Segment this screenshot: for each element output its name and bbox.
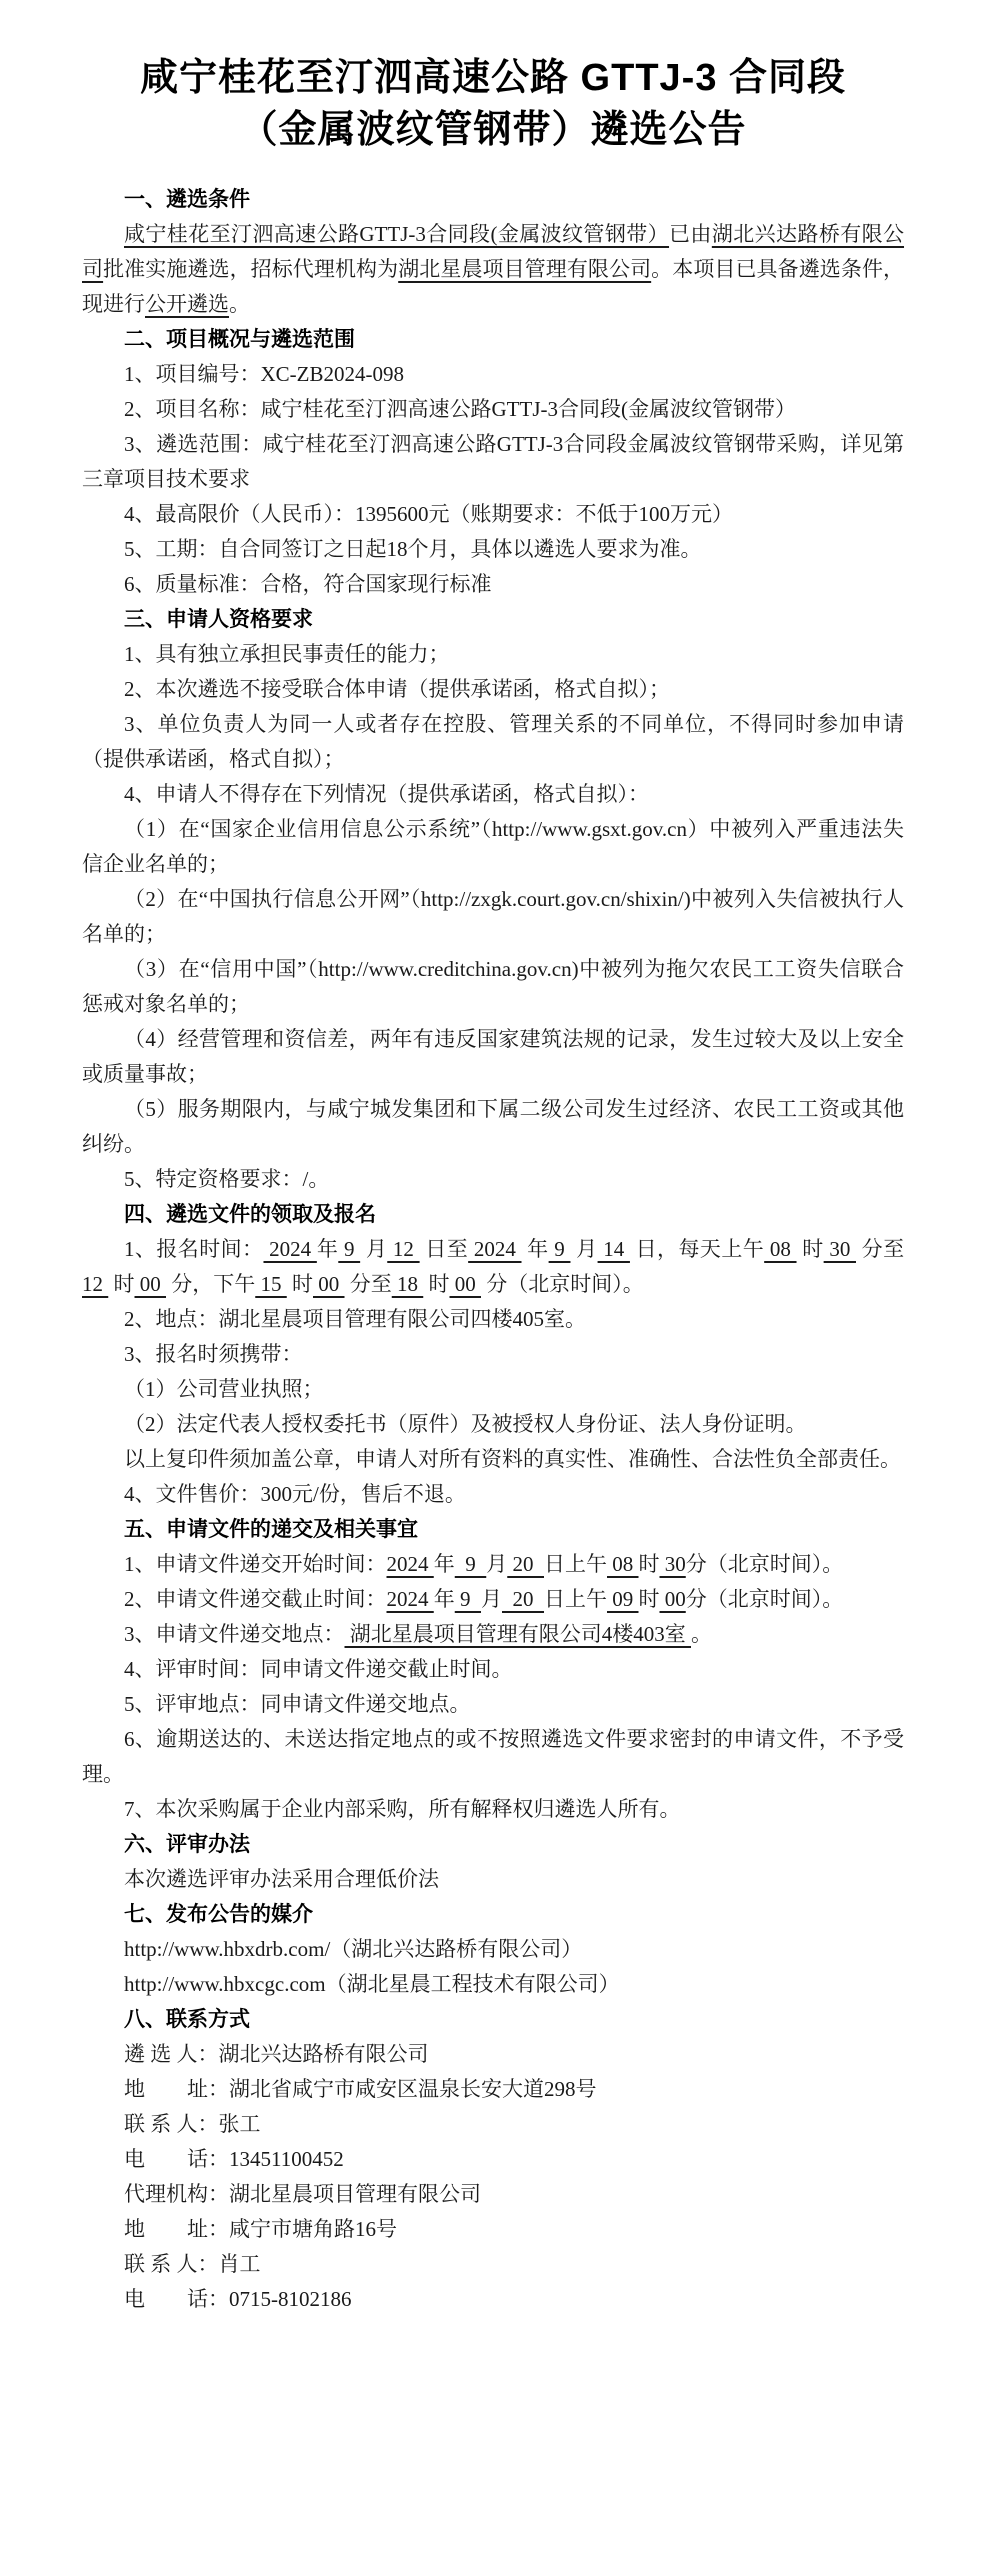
paragraph <box>82 1022 904 1092</box>
text-run: 电 话：13451100452 <box>124 2147 344 2171</box>
underlined-text: 湖北星晨项目管理有限公司 <box>398 257 652 281</box>
paragraph <box>82 707 904 777</box>
paragraph <box>82 1792 904 1827</box>
text-run: 2、申请文件递交截止时间： <box>124 1587 387 1611</box>
text-run: 联 系 人：肖工 <box>124 2252 261 2276</box>
text-run: 日至 <box>419 1237 469 1261</box>
text-run: 以上复印件须加盖公章，申请人对所有资料的真实性、准确性、合法性负全部责任。 <box>124 1447 901 1471</box>
text-run: 四、遴选文件的领取及报名 <box>124 1203 376 1226</box>
paragraph <box>82 2282 904 2317</box>
section-heading <box>82 1197 904 1232</box>
text-run: 。 <box>691 1622 712 1646</box>
text-run: 已由 <box>669 222 712 246</box>
text-run: 八、联系方式 <box>124 2008 250 2031</box>
text-run: 遴 选 人：湖北兴达路桥有限公司 <box>124 2042 429 2066</box>
paragraph <box>82 2177 904 2212</box>
paragraph <box>82 1232 904 1302</box>
text-run: http://www.hbxdrb.com/（湖北兴达路桥有限公司） <box>124 1937 583 1961</box>
text-run: 地 址：咸宁市塘角路16号 <box>124 2217 397 2241</box>
text-run: 二、项目概况与遴选范围 <box>124 328 355 351</box>
underlined-text: 00 <box>449 1272 481 1296</box>
paragraph <box>82 217 904 322</box>
text-run: http://www.hbxcgc.com（湖北星晨工程技术有限公司） <box>124 1972 620 1996</box>
underlined-text: 20 <box>507 1552 544 1576</box>
paragraph <box>82 1442 904 1477</box>
paragraph <box>82 532 904 567</box>
text-run: 1、具有独立承担民事责任的能力； <box>124 642 450 666</box>
text-run: 4、文件售价：300元/份，售后不退。 <box>124 1482 466 1506</box>
text-run: 三、申请人资格要求 <box>124 608 313 631</box>
text-run: 批准实施遴选，招标代理机构为 <box>103 257 399 281</box>
text-run: 。本项目已具备遴选条件，现进行 <box>82 257 905 316</box>
paragraph <box>82 1547 904 1582</box>
paragraph <box>82 2072 904 2107</box>
text-run: 七、发布公告的媒介 <box>124 1903 313 1926</box>
text-run: 一、遴选条件 <box>124 188 250 211</box>
text-run: 月 <box>481 1587 502 1611</box>
text-run: 分（北京时间）。 <box>685 1587 844 1611</box>
text-run: 日，每天上午 <box>629 1237 765 1261</box>
underlined-text: 9 <box>338 1237 361 1261</box>
text-run: 7、本次采购属于企业内部采购，所有解释权归遴选人所有。 <box>124 1797 681 1821</box>
paragraph <box>82 392 904 427</box>
underlined-text: 2024 <box>263 1237 317 1261</box>
paragraph <box>82 1407 904 1442</box>
paragraph <box>82 2107 904 2142</box>
text-run: 分（北京时间）。 <box>481 1272 644 1296</box>
section-heading <box>82 182 904 217</box>
underlined-text: 18 <box>391 1272 424 1296</box>
text-run: 年 <box>433 1552 455 1576</box>
paragraph <box>82 2212 904 2247</box>
paragraph <box>82 427 904 497</box>
text-run: 1、项目编号：XC-ZB2024-098 <box>124 362 404 386</box>
underlined-text: 2024 <box>386 1587 434 1611</box>
paragraph <box>82 1162 904 1197</box>
page-title <box>82 52 904 156</box>
underlined-text: 15 <box>255 1272 287 1296</box>
text-run: 月 <box>360 1237 388 1261</box>
text-run: 。 <box>229 292 250 316</box>
text-run: （5）服务期限内，与咸宁城发集团和下属二级公司发生过经济、农民工工资或其他纠纷。 <box>82 1097 904 1156</box>
text-run: 时 <box>796 1237 824 1261</box>
text-run: 电 话：0715-8102186 <box>124 2287 352 2311</box>
text-run: 4、申请人不得存在下列情况（提供承诺函，格式自拟）： <box>124 782 649 806</box>
text-run: （1）公司营业执照； <box>124 1377 324 1401</box>
paragraph <box>82 1337 904 1372</box>
underlined-text: 12 <box>387 1237 420 1261</box>
underlined-text: 14 <box>597 1237 630 1261</box>
text-run: 分至 <box>344 1272 392 1296</box>
text-run: 联 系 人：张工 <box>124 2112 261 2136</box>
text-run: 年 <box>433 1587 455 1611</box>
paragraph <box>82 357 904 392</box>
text-run: 5、评审地点：同申请文件递交地点。 <box>124 1692 471 1716</box>
text-run: 3、遴选范围：咸宁桂花至汀泗高速公路GTTJ-3合同段金属波纹管钢带采购，详见第三章项目技术要求 <box>82 432 904 491</box>
paragraph <box>82 1477 904 1512</box>
text-run: 代理机构：湖北星晨项目管理有限公司 <box>124 2182 481 2206</box>
text-run: 6、逾期送达的、未送达指定地点的或不按照遴选文件要求密封的申请文件，不予受理。 <box>82 1727 904 1786</box>
text-run: 分，下午 <box>166 1272 256 1296</box>
underlined-text: 20 <box>502 1587 544 1611</box>
text-run: 时 <box>423 1272 450 1296</box>
text-run: 1、报名时间： <box>124 1237 264 1261</box>
text-run: 4、最高限价（人民币）：1395600元（账期要求：不低于100万元） <box>124 502 733 526</box>
paragraph <box>82 777 904 812</box>
paragraph <box>82 812 904 882</box>
text-run: 分至 <box>856 1237 905 1261</box>
paragraph <box>82 952 904 1022</box>
text-run: 5、特定资格要求：/。 <box>124 1167 330 1191</box>
text-run: 五、申请文件的递交及相关事宜 <box>124 1518 418 1541</box>
text-run: （2）法定代表人授权委托书（原件）及被授权人身份证、法人身份证明。 <box>124 1412 807 1436</box>
underlined-text: 09 <box>607 1587 639 1611</box>
text-run: 日上午 <box>544 1587 607 1611</box>
text-run: 日上午 <box>544 1552 607 1576</box>
text-run: 5、工期：自合同签订之日起18个月，具体以遴选人要求为准。 <box>124 537 702 561</box>
underlined-text: 00 <box>134 1272 166 1296</box>
paragraph <box>82 2142 904 2177</box>
text-run: 分（北京时间）。 <box>685 1552 844 1576</box>
text-run: 本次遴选评审办法采用合理低价法 <box>124 1867 439 1891</box>
title-line-1: 咸宁桂花至汀泗高速公路 GTTJ-3 合同段 <box>139 57 847 99</box>
text-run: 时 <box>638 1587 660 1611</box>
text-run: 4、评审时间：同申请文件递交截止时间。 <box>124 1657 513 1681</box>
paragraph <box>82 1582 904 1617</box>
paragraph <box>82 1967 904 2002</box>
paragraph <box>82 1372 904 1407</box>
paragraph <box>82 672 904 707</box>
section-heading <box>82 1512 904 1547</box>
underlined-text: 2024 <box>386 1552 434 1576</box>
text-run: 时 <box>108 1272 135 1296</box>
paragraph <box>82 1862 904 1897</box>
underlined-text: 咸宁桂花至汀泗高速公路GTTJ-3合同段(金属波纹管钢带） <box>124 222 670 246</box>
text-run: 地 址：湖北省咸宁市咸安区温泉长安大道298号 <box>124 2077 597 2101</box>
paragraph <box>82 1092 904 1162</box>
section-heading <box>82 1827 904 1862</box>
underlined-text: 9 <box>454 1587 481 1611</box>
text-run: 年 <box>316 1237 339 1261</box>
underlined-text: 9 <box>548 1237 571 1261</box>
text-run: 时 <box>286 1272 313 1296</box>
underlined-text: 2024 <box>468 1237 522 1261</box>
underlined-text: 08 <box>607 1552 639 1576</box>
text-run: （3）在“信用中国”（http://www.creditchina.gov.cn)中被列为拖欠农民工工资失信联合惩戒对象名单的； <box>82 957 904 1016</box>
text-run: 6、质量标准：合格，符合国家现行标准 <box>124 572 492 596</box>
underlined-text: 30 <box>823 1237 856 1261</box>
underlined-text: 湖北星晨项目管理有限公司4楼403室 <box>344 1622 691 1646</box>
text-run: 2、本次遴选不接受联合体申请（提供承诺函，格式自拟）； <box>124 677 670 701</box>
text-run: （4）经营管理和资信差，两年有违反国家建筑法规的记录，发生过较大及以上安全或质量事故； <box>82 1027 904 1086</box>
underlined-text: 00 <box>313 1272 345 1296</box>
text-run: 1、申请文件递交开始时间： <box>124 1552 387 1576</box>
paragraph <box>82 1932 904 1967</box>
text-run: 3、单位负责人为同一人或者存在控股、管理关系的不同单位，不得同时参加申请（提供承诺函，格式自拟）； <box>82 712 904 771</box>
text-run: 六、评审办法 <box>124 1833 250 1856</box>
paragraph <box>82 2037 904 2072</box>
section-heading <box>82 322 904 357</box>
underlined-text: 公开遴选 <box>145 292 229 316</box>
section-heading <box>82 602 904 637</box>
text-run: 月 <box>570 1237 598 1261</box>
section-heading <box>82 2002 904 2037</box>
text-run: 3、申请文件递交地点： <box>124 1622 345 1646</box>
text-run: 月 <box>486 1552 508 1576</box>
document-body <box>82 182 904 2317</box>
title-line-2: （金属波纹管钢带）遴选公告 <box>239 109 747 151</box>
underlined-text: 30 <box>659 1552 686 1576</box>
paragraph <box>82 497 904 532</box>
text-run: 2、地点：湖北星晨项目管理有限公司四楼405室。 <box>124 1307 586 1331</box>
paragraph <box>82 1617 904 1652</box>
text-run: 2、项目名称：咸宁桂花至汀泗高速公路GTTJ-3合同段(金属波纹管钢带） <box>124 397 796 421</box>
paragraph <box>82 567 904 602</box>
text-run: 年 <box>521 1237 549 1261</box>
text-run: （1）在“国家企业信用信息公示系统”（http://www.gsxt.gov.cn）中被列入严重违法失信企业名单的； <box>82 817 904 876</box>
paragraph <box>82 1722 904 1792</box>
underlined-text: 08 <box>764 1237 797 1261</box>
underlined-text: 12 <box>82 1272 109 1296</box>
text-run: （2）在“中国执行信息公开网”（http://zxgk.court.gov.cn/shixin/)中被列入失信被执行人名单的； <box>82 887 904 946</box>
paragraph <box>82 1302 904 1337</box>
underlined-text: 00 <box>659 1587 686 1611</box>
text-run: 时 <box>638 1552 660 1576</box>
paragraph <box>82 2247 904 2282</box>
section-heading <box>82 1897 904 1932</box>
underlined-text: 湖北兴达路桥有限公司 <box>82 222 905 281</box>
text-run: 3、报名时须携带： <box>124 1342 303 1366</box>
underlined-text: 9 <box>454 1552 487 1576</box>
paragraph <box>82 637 904 672</box>
paragraph <box>82 1652 904 1687</box>
paragraph <box>82 1687 904 1722</box>
paragraph <box>82 882 904 952</box>
